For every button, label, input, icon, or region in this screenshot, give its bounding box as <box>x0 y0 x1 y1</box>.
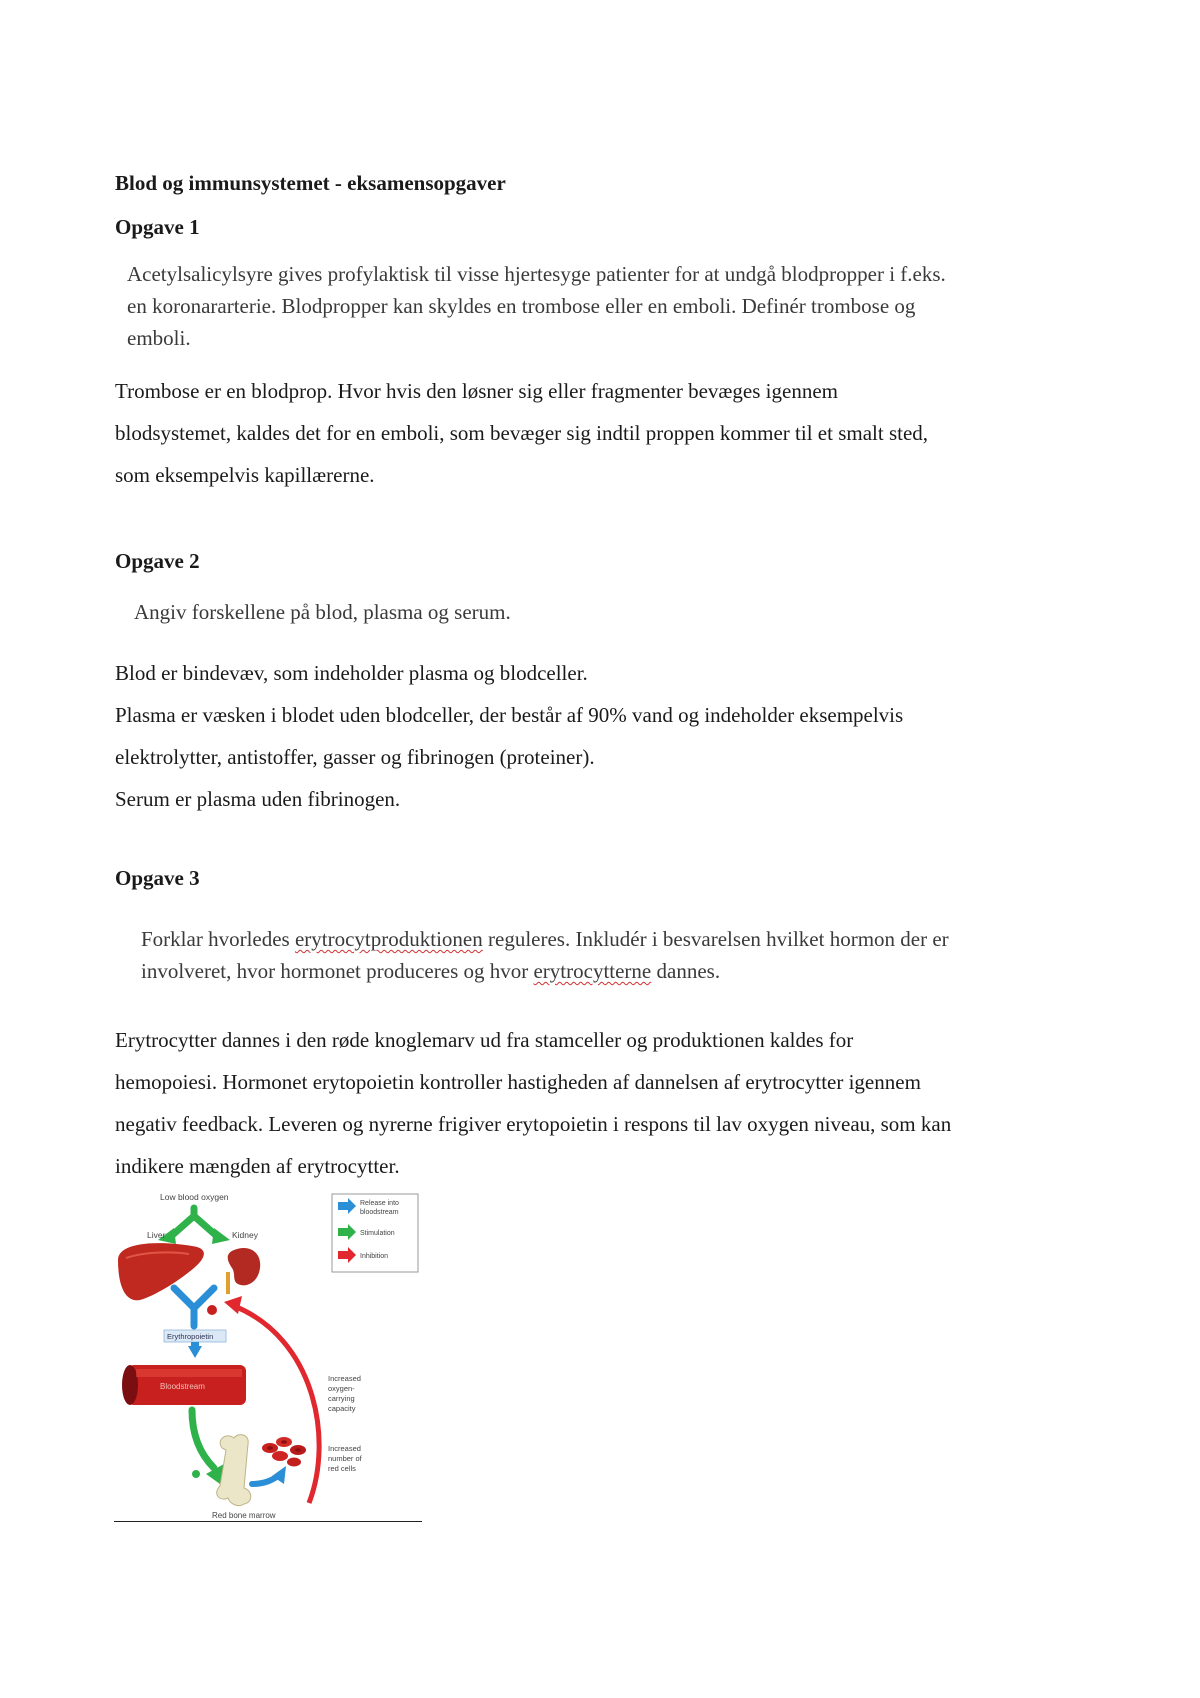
answer-line: indikere mængden af erytrocytter. <box>115 1154 400 1178</box>
stimulation-arrow-marrow <box>192 1410 214 1468</box>
legend <box>332 1194 418 1272</box>
marrow-label: Red bone marrow <box>212 1511 276 1520</box>
kidney-label: Kidney <box>232 1230 258 1240</box>
legend-stimulation: Stimulation <box>360 1230 395 1237</box>
answer-line: Serum er plasma uden fibrinogen. <box>115 787 401 811</box>
stimulation-dot <box>192 1470 200 1478</box>
question-line: Angiv forskellene på blod, plasma og serum. <box>134 600 511 624</box>
bloodstream-label: Bloodstream <box>160 1382 205 1391</box>
answer-line: Erytrocytter dannes i den røde knoglemarv ud fra stamceller og produktionen kaldes for <box>115 1028 854 1052</box>
increased-capacity-label: Increased oxygen- carrying capacity <box>328 1374 361 1413</box>
question-line: emboli. <box>127 326 191 350</box>
answer-line: Plasma er væsken i blodet uden blodceller, der består af 90% vand og indeholder eksempelvis <box>115 703 904 727</box>
question-opgave-1 <box>127 258 946 354</box>
answer-line: Blod er bindevæv, som indeholder plasma og blodceller. <box>115 661 588 685</box>
answer-opgave-1 <box>115 370 928 496</box>
figure-underline <box>114 1521 422 1522</box>
arrowhead-right <box>212 1228 230 1244</box>
heading-opgave-3: Opgave 3 <box>115 866 200 890</box>
stimulation-split-arrow <box>169 1208 219 1238</box>
heading-opgave-2: Opgave 2 <box>115 549 200 573</box>
heading-opgave-1: Opgave 1 <box>115 215 200 239</box>
answer-line: Trombose er en blodprop. Hvor hvis den løsner sig eller fragmenter bevæges igennem <box>115 379 838 403</box>
kidney-icon <box>228 1248 260 1285</box>
answer-line: elektrolytter, antistoffer, gasser og fibrinogen (proteiner). <box>115 745 595 769</box>
answer-line: negativ feedback. Leveren og nyrerne frigiver erytopoietin i respons til lav oxygen niveau, som kan <box>115 1112 952 1136</box>
answer-line: hemopoiesi. Hormonet erytopoietin kontroller hastigheden af dannelsen af erytrocytter igennem <box>115 1070 921 1094</box>
inhibition-dot <box>207 1305 217 1315</box>
spellcheck-word: erytrocytproduktionen <box>294 927 483 951</box>
red-cells-icon <box>262 1437 306 1467</box>
feedback-diagram <box>114 1188 424 1521</box>
spellcheck-word: erytrocytterne <box>533 959 652 983</box>
erythropoiesis-figure <box>114 1188 424 1521</box>
question-line: involveret, hvor hormonet produceres og hvor erytrocytterne dannes. <box>141 959 721 983</box>
legend-release: Release into bloodstream <box>360 1200 399 1216</box>
question-opgave-3 <box>141 923 949 987</box>
question-opgave-2 <box>134 596 511 628</box>
question-line: Acetylsalicylsyre gives profylaktisk til visse hjertesyge patienter for at undgå blodpropper i f.eks. <box>127 262 946 286</box>
low-oxygen-label: Low blood oxygen <box>160 1192 229 1202</box>
increased-cells-label: Increased number of red cells <box>328 1444 362 1473</box>
question-line: Forklar hvorledes erytrocytproduktionen reguleres. Inkludér i besvarelsen hvilket hormon der er <box>141 927 949 951</box>
answer-opgave-2 <box>115 652 903 820</box>
legend-inhibition: Inhibition <box>360 1253 389 1260</box>
question-line: en koronararterie. Blodpropper kan skyldes en trombose eller en emboli. Definér trombose og <box>127 294 916 318</box>
answer-opgave-3 <box>115 1019 951 1187</box>
liver-label: Liver <box>147 1230 166 1240</box>
hormone-label: Erythropoietin <box>167 1332 214 1341</box>
answer-line: blodsystemet, kaldes det for en emboli, som bevæger sig indtil proppen kommer til et smalt sted, <box>115 421 929 445</box>
answer-line: som eksempelvis kapillærerne. <box>115 463 375 487</box>
document-title: Blod og immunsystemet - eksamensopgaver <box>115 171 506 195</box>
